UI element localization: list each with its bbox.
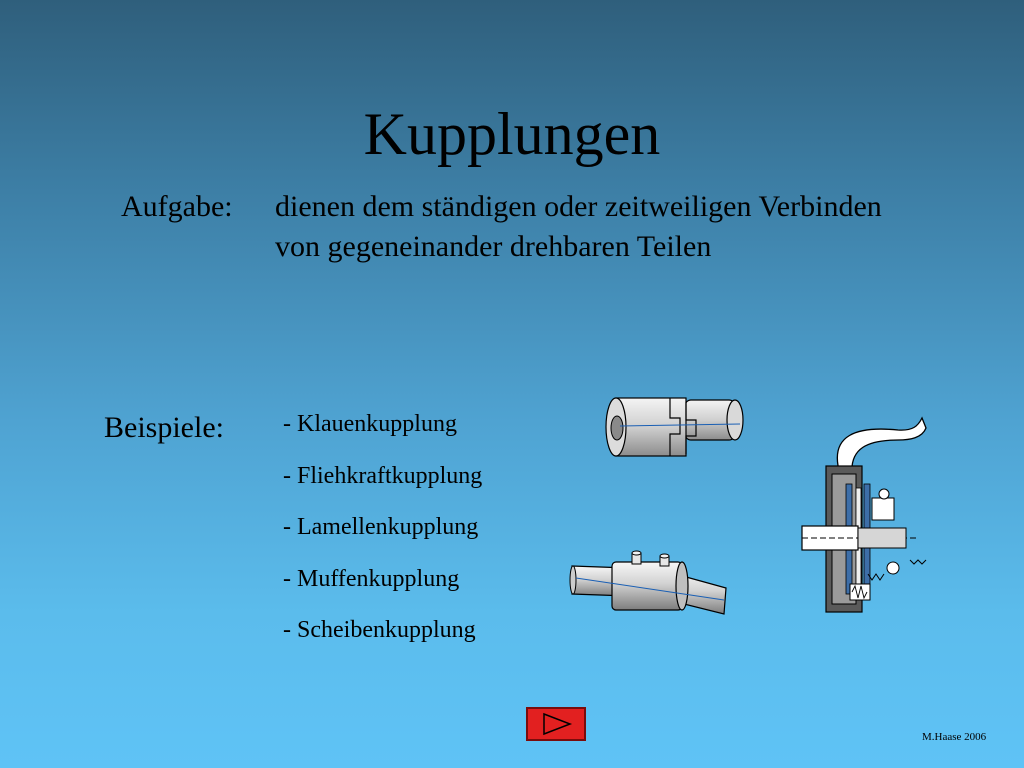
example-klauenkupplung: - Klauenkupplung — [283, 411, 457, 437]
aufgabe-text-line-2: von gegeneinander drehbaren Teilen — [275, 230, 712, 263]
claw-coupling-illustration — [600, 390, 750, 465]
example-lamellenkupplung: - Lamellenkupplung — [283, 514, 479, 540]
author-credit: M.Haase 2006 — [922, 731, 987, 743]
clutch-cross-section-illustration — [798, 414, 933, 616]
play-arrow-icon — [528, 709, 584, 739]
slide-title: Kupplungen — [363, 101, 661, 167]
sleeve-coupling-illustration — [568, 548, 733, 618]
next-slide-button[interactable] — [526, 707, 586, 741]
aufgabe-label: Aufgabe: — [121, 190, 233, 223]
beispiele-label: Beispiele: — [104, 411, 224, 444]
aufgabe-text-line-1: dienen dem ständigen oder zeitweiligen Verbinden — [275, 190, 882, 223]
example-fliehkraftkupplung: - Fliehkraftkupplung — [283, 463, 483, 489]
example-scheibenkupplung: - Scheibenkupplung — [283, 617, 476, 643]
example-muffenkupplung: - Muffenkupplung — [283, 566, 460, 592]
